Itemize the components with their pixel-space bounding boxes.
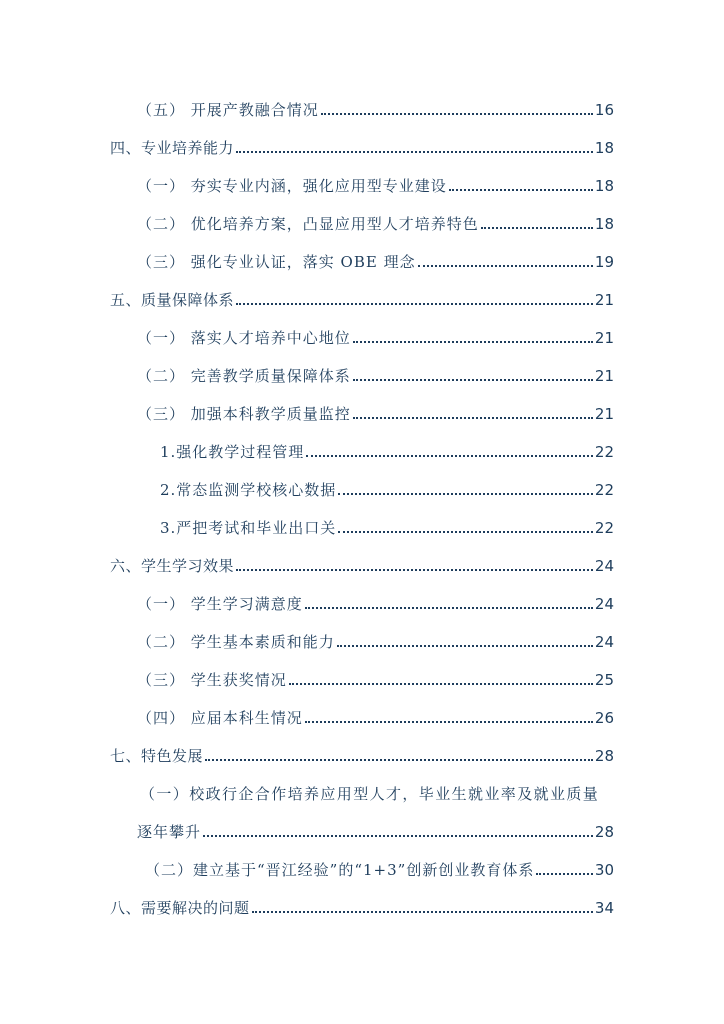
dot-leader: [305, 607, 593, 609]
dot-leader: [353, 341, 593, 343]
dot-leader: [205, 759, 593, 761]
toc-entry[interactable]: [137, 666, 614, 690]
toc-entry-page: 19: [594, 253, 614, 271]
toc-entry-page: 21: [594, 405, 614, 423]
toc-entry-title: 五、质量保障体系: [110, 291, 235, 309]
toc-entry[interactable]: [110, 134, 614, 158]
toc-entry-page: 18: [594, 177, 614, 195]
toc-entry-title: 六、学生学习效果: [110, 557, 235, 575]
dot-leader: [289, 683, 593, 685]
dot-leader: [338, 493, 593, 495]
toc-entry-page: 25: [594, 671, 614, 689]
toc-entry-wrapped-line[interactable]: [140, 780, 614, 804]
dot-leader: [353, 379, 593, 381]
toc-entry[interactable]: [137, 818, 614, 842]
toc-entry-title: （一） 落实人才培养中心地位: [137, 329, 351, 347]
toc-entry-title: （三） 学生获奖情况: [137, 671, 287, 689]
toc-entry-title: （二） 学生基本素质和能力: [137, 633, 335, 651]
toc-entry[interactable]: [160, 438, 614, 462]
toc-entry-title: （二）建立基于“晋江经验”的“1+3”创新创业教育体系: [145, 861, 535, 879]
dot-leader: [321, 113, 593, 115]
toc-entry-page: 22: [594, 481, 614, 499]
dot-leader: [236, 569, 593, 571]
dot-leader: [418, 265, 593, 267]
toc-entry-title: 3.严把考试和毕业出口关: [160, 519, 337, 537]
toc-entry[interactable]: [137, 590, 614, 614]
toc-entry-title: （二） 完善教学质量保障体系: [137, 367, 351, 385]
toc-entry-page: 30: [594, 861, 614, 879]
dot-leader: [203, 835, 593, 837]
toc-entry-page: 22: [594, 443, 614, 461]
toc-entry-page: 21: [594, 329, 614, 347]
toc-entry[interactable]: [110, 742, 614, 766]
dot-leader: [236, 151, 593, 153]
toc-entry[interactable]: [137, 172, 614, 196]
toc-entry[interactable]: [110, 286, 614, 310]
toc-entry-title-continuation: 逐年攀升: [137, 823, 202, 841]
dot-leader: [305, 721, 593, 723]
toc-entry-page: 26: [594, 709, 614, 727]
toc-entry-title: （三） 加强本科教学质量监控: [137, 405, 351, 423]
toc-entry[interactable]: [137, 628, 614, 652]
dot-leader: [252, 911, 593, 913]
toc-entry-title: 2.常态监测学校核心数据: [160, 481, 337, 499]
toc-entry-page: 28: [594, 747, 614, 765]
toc-entry-title: （三） 强化专业认证，落实 OBE 理念: [137, 253, 416, 271]
toc-entry-page: 16: [594, 101, 614, 119]
dot-leader: [306, 455, 593, 457]
toc-entry-page: 24: [594, 595, 614, 613]
toc-entry-page: 21: [594, 367, 614, 385]
toc-entry-page: 21: [594, 291, 614, 309]
toc-entry[interactable]: [160, 476, 614, 500]
toc-entry-title: 七、特色发展: [110, 747, 204, 765]
toc-entry[interactable]: [160, 514, 614, 538]
toc-entry[interactable]: [110, 894, 614, 918]
toc-entry[interactable]: [145, 856, 614, 880]
toc-entry[interactable]: [110, 552, 614, 576]
toc-entry-page: 34: [594, 899, 614, 917]
dot-leader: [236, 303, 593, 305]
toc-entry-title: （一） 学生学习满意度: [137, 595, 303, 613]
toc-entry-title: （一） 夯实专业内涵，强化应用型专业建设: [137, 177, 447, 195]
toc-entry-title: （一）校政行企合作培养应用型人才，毕业生就业率及就业质量: [140, 785, 600, 803]
toc-entry-page: 22: [594, 519, 614, 537]
toc-entry[interactable]: [137, 400, 614, 424]
toc-entry[interactable]: [137, 362, 614, 386]
toc-entry[interactable]: [137, 210, 614, 234]
dot-leader: [353, 417, 593, 419]
toc-entry[interactable]: [137, 248, 614, 272]
toc-entry-title: （四） 应届本科生情况: [137, 709, 303, 727]
toc-entry-page: 18: [594, 215, 614, 233]
dot-leader: [449, 189, 593, 191]
toc-entry-title: 1.强化教学过程管理: [160, 443, 305, 461]
dot-leader: [481, 227, 593, 229]
toc-entry-title: 四、专业培养能力: [110, 139, 235, 157]
dot-leader: [536, 873, 593, 875]
toc-entry-title: 八、需要解决的问题: [110, 899, 250, 917]
toc-entry[interactable]: [137, 324, 614, 348]
toc-entry[interactable]: [137, 96, 614, 120]
toc-entry-page: 28: [594, 823, 614, 841]
toc-entry-page: 24: [594, 557, 614, 575]
dot-leader: [338, 531, 593, 533]
toc-entry-title: （五） 开展产教融合情况: [137, 101, 319, 119]
toc-entry[interactable]: [137, 704, 614, 728]
toc-entry-title: （二） 优化培养方案，凸显应用型人才培养特色: [137, 215, 479, 233]
toc-entry-page: 24: [594, 633, 614, 651]
toc-entry-page: 18: [594, 139, 614, 157]
dot-leader: [337, 645, 593, 647]
